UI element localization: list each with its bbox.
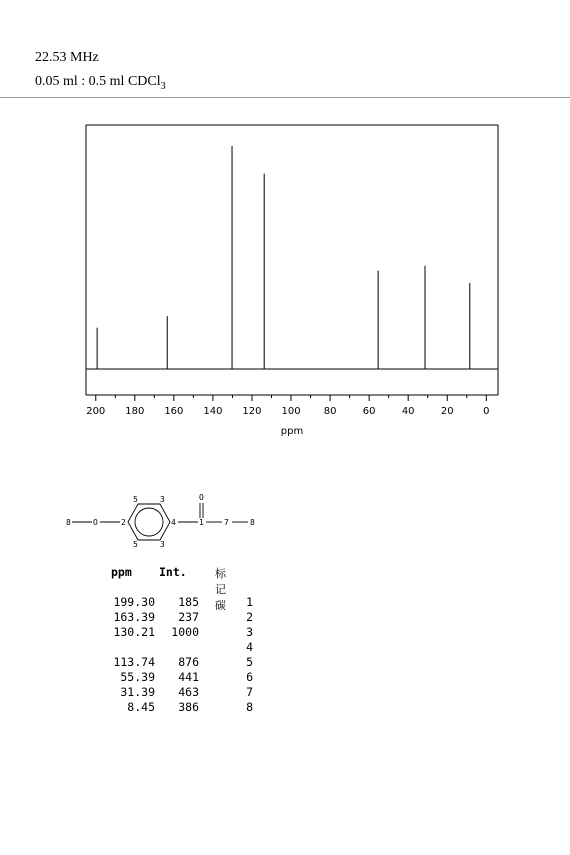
x-tick-label: 180 — [125, 406, 145, 417]
cell-intensity: 441 — [178, 670, 199, 684]
atom-label-para: 4 — [171, 518, 176, 527]
cell-ppm: 130.21 — [113, 625, 155, 639]
x-tick-label: 120 — [242, 406, 262, 417]
cell-intensity: 386 — [178, 700, 199, 714]
x-tick-label: 160 — [164, 406, 184, 417]
atom-label-meta-top: 3 — [160, 495, 165, 504]
header-intensity: Int. — [159, 565, 187, 579]
atom-label-methoxy: 8 — [66, 518, 71, 527]
cell-carbon-label: 3 — [246, 625, 253, 639]
cell-carbon-label: 5 — [246, 655, 253, 669]
atom-label-carbonyl-oxygen: O — [199, 493, 204, 502]
cell-intensity: 185 — [178, 595, 199, 609]
atom-label-ipso: 2 — [121, 518, 126, 527]
x-tick-label: 200 — [86, 406, 106, 417]
cell-ppm: 113.74 — [113, 655, 155, 669]
x-axis-label: ppm — [280, 426, 304, 437]
cell-carbon-label: 1 — [246, 595, 253, 609]
atom-label-carbonyl: 1 — [199, 518, 204, 527]
atom-label-oxygen: O — [93, 518, 98, 527]
cell-ppm: 8.45 — [127, 700, 155, 714]
structure-bonds — [72, 503, 248, 540]
header-carbon-label: 标记碳 — [215, 567, 226, 612]
cell-ppm: 31.39 — [120, 685, 155, 699]
atom-label-methylene: 7 — [224, 518, 229, 527]
cell-intensity: 876 — [178, 655, 199, 669]
x-tick-label: 0 — [483, 406, 490, 417]
sample-subscript: 3 — [160, 81, 166, 92]
header-ppm: ppm — [111, 565, 132, 579]
cell-ppm: 163.39 — [113, 610, 155, 624]
cell-ppm: 55.39 — [120, 670, 155, 684]
x-tick-label: 60 — [362, 406, 376, 417]
cell-ppm: 199.30 — [113, 595, 155, 609]
x-tick-label: 80 — [323, 406, 337, 417]
cell-carbon-label: 6 — [246, 670, 253, 684]
cell-carbon-label: 7 — [246, 685, 253, 699]
cell-carbon-label: 4 — [246, 640, 253, 654]
sample-text: 0.05 ml : 0.5 ml CDCl — [35, 74, 161, 89]
cell-intensity: 237 — [178, 610, 199, 624]
x-tick-label: 20 — [440, 406, 454, 417]
x-tick-label: 100 — [281, 406, 301, 417]
aromatic-circle — [135, 508, 163, 536]
benzene-ring — [128, 504, 170, 540]
cell-intensity: 463 — [178, 685, 199, 699]
atom-label-methyl: 8 — [250, 518, 255, 527]
cell-intensity: 1000 — [171, 625, 199, 639]
atom-label-ortho-top: 5 — [133, 495, 138, 504]
structure-labels — [66, 493, 255, 549]
atom-label-ortho-bottom: 5 — [133, 540, 138, 549]
atom-label-meta-bottom: 3 — [160, 540, 165, 549]
x-tick-label: 140 — [203, 406, 223, 417]
cell-carbon-label: 8 — [246, 700, 253, 714]
frequency-label: 22.53 MHz — [35, 50, 99, 65]
x-tick-label: 40 — [401, 406, 415, 417]
cell-carbon-label: 2 — [246, 610, 253, 624]
